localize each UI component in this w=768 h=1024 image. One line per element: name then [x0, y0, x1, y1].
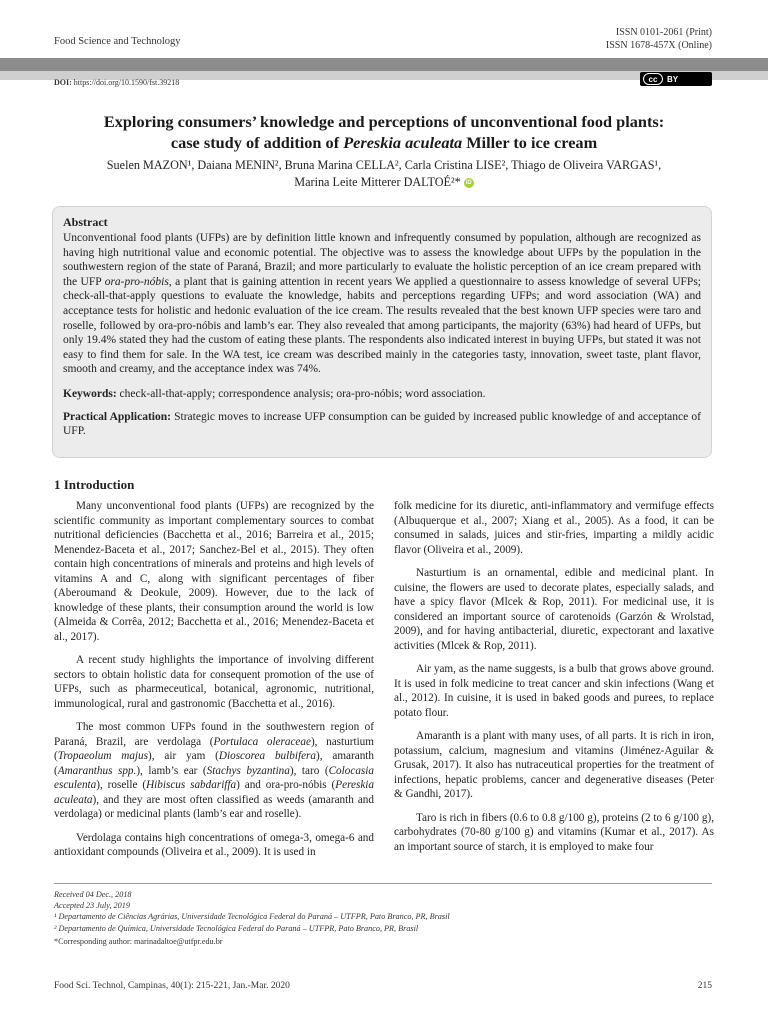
paragraph: Amaranth is a plant with many uses, of all parts. It is rich in iron, potassium, calcium, magnesium and vitamins (Jiménez-Aguilar & Grusak, 2017). It also has nutraceutical properties for the treatment of infections, hepatic problems, cancer and degenerative diseases (Peter & Gandhi, 2017).: [394, 730, 714, 800]
footnote-divider: [54, 883, 712, 884]
paragraph: Taro is rich in fibers (0.6 to 0.8 g/100 g), proteins (2 to 6 g/100 g), carbohydrates (70-80 g/100 g) and vitamins (Kumar et al., 2017). As an important source of starch, it is employed to make four: [394, 811, 714, 853]
abstract-italic: ora-pro-nóbis: [104, 275, 169, 288]
text: ), taro (: [289, 764, 329, 777]
paragraph: Air yam, as the name suggests, is a bulb that grows above ground. It is used in folk medicine to treat cancer and skin infections (Wang et al., 2012). In cuisine, it is used in baked goods and purees, to replace potato flour.: [394, 663, 714, 719]
doi-label: DOI:: [54, 78, 72, 87]
text: ), and they are most often classified as weeds (amaranth and verdolaga) or medicinal plants (lamb’s ear and roselle).: [54, 793, 374, 820]
issn-block: [606, 26, 712, 52]
abstract-box: [52, 206, 712, 458]
paragraph: folk medicine for its diuretic, anti-inflammatory and vermifuge effects (Albuquerque et al., 2007; Xiang et al., 2005). As a food, it can be consumed in salads, juices and stir-fries, imparting a mildly acidic flavor (Oliveira et al., 2009).: [394, 500, 714, 556]
practical-application: [63, 410, 701, 439]
authors-line-2: [60, 174, 708, 191]
species: Pereskia aculeata: [54, 779, 374, 806]
journal-name: Food Science and Technology: [54, 36, 181, 47]
text: ), amaranth (: [54, 750, 374, 777]
creative-commons-icon: cc: [643, 73, 663, 85]
affiliation-1: ¹ Departamento de Ciências Agrárias, Universidade Tecnológica Federal do Paraná – UTFPR, Pato Branco, PR, Brasil: [54, 912, 450, 922]
paragraph: Many unconventional food plants (UFPs) are recognized by the scientific community as important complementary sources to combat nutritional deficiencies (Bacchetta et al., 2016; Barreira et al., 2015; Menendez-Baceta et al., 2017; Sanchez-Bel et al., 2015). They often contain high concentrations of minerals and proteins and high levels of vitamins A and C, along with significant percentages of fiber (Aberoumand & Deokule, 2009). However, due to the lack of knowledge of these plants, their consumption around the world is low (Almeida & Corrêa, 2012; Bacchetta et al., 2016; Menendez-Baceta et al., 2017).: [54, 500, 374, 643]
corresponding-email: *Corresponding author: marinadaltoe@utfpr.edu.br: [54, 936, 223, 946]
citation-footer: Food Sci. Technol, Campinas, 40(1): 215-221, Jan.-Mar. 2020: [54, 981, 290, 991]
author-list: [60, 157, 708, 191]
title-line-1: Exploring consumers’ knowledge and perceptions of unconventional food plants:: [103, 112, 665, 131]
species: Tropaeolum majus: [57, 750, 148, 762]
abstract-heading: Abstract: [63, 215, 108, 229]
doi-line: [54, 78, 179, 87]
abstract-part: Unconventional food plants (UFPs) are by definition little known and infrequently consumed by population, although are recognized as having high nutritional value and economic potential. The objective was to assess the knowledge about UFPs by the population in the southwestern region of the state of Paraná, Brazil; and more particularly to evaluate the holistic perception of an ice cream prepared with the UFP: [63, 232, 701, 288]
header-bar-dark: [0, 58, 768, 71]
orcid-icon[interactable]: iD: [465, 180, 472, 187]
abstract-part: , a plant that is gaining attention in recent years We applied a questionnaire to assess knowledge of several UFPs; check-all-that-apply questions to evaluate the knowledge, habits and perceptions regarding UFPs; and word association (WA) and acceptance tests for holistic and hedonic evaluation of the ice cream. The results revealed that the best known UFP species were taro and roselle, followed by ora-pro-nóbis and lamb’s ear. They also revealed that among participants, the majority (63%) had heard of UFPs, but only 19.4% stated they had the custom of eating these plants. The respondents also indicated interest in buying UFPs, but stated it was not easy to find them for sale. In the WA test, ice cream was described mainly in the categories tasty, innovation, sweet taste, plant flavor, smooth and creamy, and the acceptance index was 74%.: [63, 275, 701, 376]
species: Portulaca oleraceae: [213, 735, 311, 748]
footnotes: [54, 889, 450, 947]
species: Hibiscus sabdariffa: [146, 779, 237, 791]
keywords-label: Keywords:: [63, 387, 117, 400]
issn-print: ISSN 0101-2061 (Print): [615, 27, 712, 38]
text: ) and ora-pro-nóbis (: [236, 779, 336, 791]
attribution-icon: BY: [667, 74, 679, 84]
right-column: [394, 499, 714, 863]
authors-line-1: Suelen MAZON¹, Daiana MENIN², Bruna Marina CELLA², Carla Cristina LISE², Thiago de Oliveira VARGAS¹,: [106, 158, 662, 172]
paragraph: Nasturtium is an ornamental, edible and medicinal plant. In cuisine, the flowers are used to decorate plates, especially salads, and have a spicy flavor (Mlcek & Rop, 2011). For medicinal use, it is considered an important source of carotenoids (Garzón & Wrolstad, 2009), and for having antibacterial, diuretic, expectorant and laxative activities (Mlcek & Rop, 2011).: [394, 567, 714, 652]
title-species: Pereskia aculeata: [343, 133, 463, 152]
title-part: case study of addition of: [170, 133, 344, 152]
practical-label: Practical Application:: [63, 410, 171, 423]
paragraph: [54, 720, 374, 822]
keywords: [63, 387, 701, 402]
article-title: [60, 111, 708, 153]
text: ), lamb’s ear (: [136, 764, 207, 777]
keywords-text: check-all-that-apply; correspondence analysis; ora-pro-nóbis; word association.: [116, 387, 486, 400]
accepted-date: Accepted 23 July, 2019: [54, 901, 130, 911]
corresponding-author: Marina Leite Mitterer DALTOÉ²*: [294, 175, 461, 189]
received-date: Received 04 Dec., 2018: [54, 890, 132, 899]
title-line-2: [60, 132, 708, 153]
text: ), roselle (: [96, 779, 147, 791]
issn-online: ISSN 1678-457X (Online): [605, 40, 712, 51]
left-column: [54, 499, 374, 869]
affiliation-2: ² Departamento de Química, Universidade Tecnológica Federal do Paraná – UTFPR, Pato Branco, PR, Brasil: [54, 923, 419, 933]
species: Dioscorea bulbifera: [218, 750, 316, 762]
title-part: Miller to ice cream: [462, 133, 598, 152]
doi-link[interactable]: https://doi.org/10.1590/fst.39218: [73, 78, 180, 87]
text: ), nasturtium (: [54, 735, 374, 762]
cc-by-license-badge[interactable]: [640, 72, 712, 86]
paragraph: Verdolaga contains high concentrations of omega-3, omega-6 and antioxidant compounds (Oliveira et al., 2009). It is used in: [54, 831, 374, 858]
page-number: 215: [697, 981, 712, 991]
section-heading: 1 Introduction: [54, 477, 135, 492]
text: ), air yam (: [148, 750, 219, 762]
text: The most common UFPs found in the southwestern region of Paraná, Brazil, are verdolaga (: [54, 721, 374, 748]
species: Colocasia esculenta: [54, 764, 374, 791]
paragraph: A recent study highlights the importance of involving different sectors to obtain holistic data for consequent promotion of the use of UFPs, such as pharmeceutical, botanical, agronomic, nutritional, immunological, rural and gastronomic (Bacchetta et al., 2016).: [54, 654, 374, 710]
abstract-text: [63, 231, 701, 377]
practical-text: Strategic moves to increase UFP consumption can be guided by increased public knowledge of and acceptance of UFP.: [63, 410, 702, 438]
species: Stachys byzantina: [206, 764, 290, 777]
species: Amaranthus spp.: [57, 764, 137, 777]
